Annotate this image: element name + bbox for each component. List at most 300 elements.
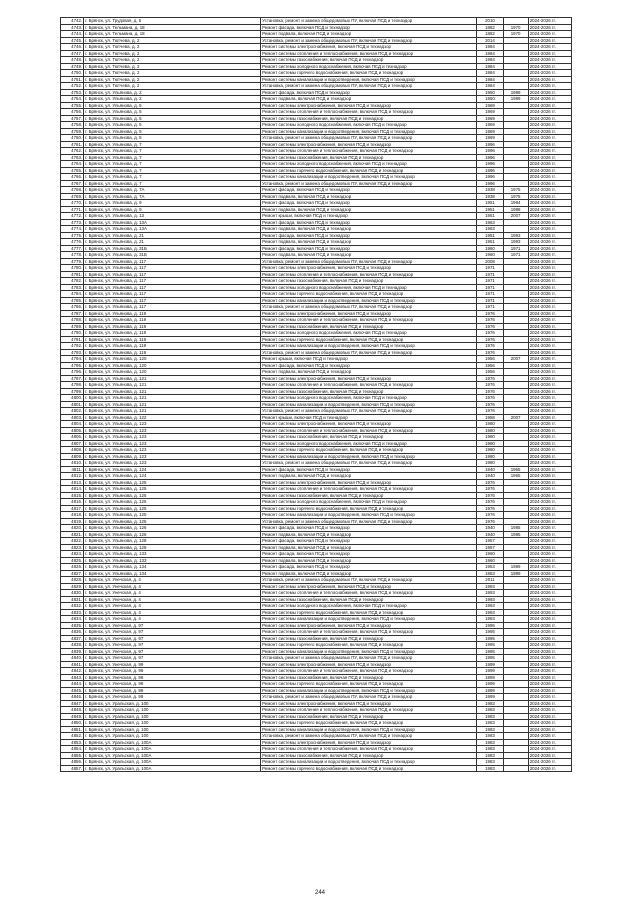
planned-period-cell: 2024-2026 гг. xyxy=(528,154,571,161)
work-type-cell: Ремонт системы электроснабжения, включая ПСД и технадзор xyxy=(261,141,477,148)
table-row xyxy=(61,252,572,259)
row-number: 4806. xyxy=(61,434,84,441)
planned-period-cell: 2024-2026 гг. xyxy=(528,239,571,246)
work-type-cell: Ремонт системы отопления и теплоснабжения, включая ПСД и технадзор xyxy=(261,427,477,434)
table-row xyxy=(61,642,572,649)
planned-period-cell: 2024-2026 гг. xyxy=(528,713,571,720)
work-type-cell: Ремонт системы газоснабжения, включая ПСД и технадзор xyxy=(261,635,477,642)
planned-period-cell: 2024-2026 гг. xyxy=(528,96,571,103)
planned-period-cell: 2024-2026 гг. xyxy=(528,102,571,109)
year-built-cell: 1984 xyxy=(477,76,503,83)
address-cell: г. Брянск, ул. Ульянова, д. 125 xyxy=(84,479,261,486)
row-number: 4813. xyxy=(61,479,84,486)
year-built-cell: 1999 xyxy=(477,668,503,675)
table-row xyxy=(61,356,572,363)
planned-period-cell: 2024-2026 гг. xyxy=(528,661,571,668)
planned-period-cell: 2024-2026 гг. xyxy=(528,642,571,649)
work-type-cell: Ремонт системы электроснабжения, включая ПСД и технадзор xyxy=(261,479,477,486)
address-cell: г. Брянск, ул. Тютчева, д. 2 xyxy=(84,50,261,57)
row-number: 4851. xyxy=(61,726,84,733)
year-built-cell: 1976 xyxy=(477,388,503,395)
year-built-cell: 1938 xyxy=(477,187,503,194)
row-number: 4854. xyxy=(61,746,84,753)
table-row xyxy=(61,148,572,155)
table-row xyxy=(61,694,572,701)
row-number: 4833. xyxy=(61,609,84,616)
row-number: 4744. xyxy=(61,31,84,38)
row-number: 4783. xyxy=(61,284,84,291)
address-cell: г. Брянск, ул. Ульянова, д. 126 xyxy=(84,525,261,532)
work-type-cell: Ремонт системы отопления и теплоснабжения, включая ПСД и технадзор xyxy=(261,629,477,636)
planned-period-cell: 2024-2026 гг. xyxy=(528,115,571,122)
planned-period-cell: 2024-2026 гг. xyxy=(528,538,571,545)
year-built-cell: 1976 xyxy=(477,323,503,330)
address-cell: г. Брянск, ул. Ульянова, д. 7 xyxy=(84,167,261,174)
table-row xyxy=(61,466,572,473)
table-row xyxy=(61,720,572,727)
planned-period-cell: 2024-2026 гг. xyxy=(528,635,571,642)
work-type-cell: Ремонт системы газоснабжения, включая ПСД и технадзор xyxy=(261,752,477,759)
row-number: 4836. xyxy=(61,629,84,636)
table-row xyxy=(61,226,572,233)
address-cell: г. Брянск, ул. Тельмана, д. 18 xyxy=(84,31,261,38)
row-number: 4755. xyxy=(61,102,84,109)
year-built-cell: 1940 xyxy=(477,473,503,480)
address-cell: г. Брянск, ул. Ульянова, д. 5 xyxy=(84,109,261,116)
row-number: 4830. xyxy=(61,590,84,597)
work-type-cell: Ремонт системы газоснабжения, включая ПСД и технадзор xyxy=(261,278,477,285)
year-repaired-cell: 1985 xyxy=(503,531,528,538)
address-cell: г. Брянск, ул. Ульянова, д. 128 xyxy=(84,544,261,551)
address-cell: г. Брянск, ул. Уральская, д. 100 xyxy=(84,707,261,714)
address-cell: г. Брянск, ул. Ульянова, д. 7А xyxy=(84,187,261,194)
address-cell: г. Брянск, ул. Ульянова, д. 119 xyxy=(84,310,261,317)
address-cell: г. Брянск, ул. Унечская, д. 99 xyxy=(84,661,261,668)
address-cell: г. Брянск, ул. Ульянова, д. 119 xyxy=(84,336,261,343)
address-cell: г. Брянск, ул. Унечская, д. 97 xyxy=(84,648,261,655)
year-built-cell: 1980 xyxy=(477,460,503,467)
table-row xyxy=(61,109,572,116)
row-number: 4802. xyxy=(61,408,84,415)
year-built-cell: 1976 xyxy=(477,382,503,389)
row-number: 4745. xyxy=(61,37,84,44)
planned-period-cell: 2024-2026 гг. xyxy=(528,265,571,272)
table-row xyxy=(61,193,572,200)
work-type-cell: Ремонт подвала, включая ПСД и технадзор xyxy=(261,206,477,213)
row-number: 4817. xyxy=(61,505,84,512)
work-type-cell: Ремонт системы холодного водоснабжения, включая ПСД и технадзор xyxy=(261,63,477,70)
table-row xyxy=(61,206,572,213)
address-cell: г. Брянск, ул. Ульянова, д. 134 xyxy=(84,564,261,571)
planned-period-cell: 2024-2026 гг. xyxy=(528,291,571,298)
row-number: 4761. xyxy=(61,141,84,148)
work-type-cell: Ремонт системы горячего водоснабжения, включая ПСД и технадзор xyxy=(261,167,477,174)
planned-period-cell: 2024-2026 гг. xyxy=(528,694,571,701)
work-type-cell: Ремонт системы газоснабжения, включая ПСД и технадзор xyxy=(261,154,477,161)
table-row xyxy=(61,245,572,252)
address-cell: г. Брянск, ул. Унечская, д. 99 xyxy=(84,694,261,701)
year-repaired-cell: 1989 xyxy=(503,89,528,96)
work-type-cell: Ремонт системы отопления и теплоснабжения, включая ПСД и технадзор xyxy=(261,148,477,155)
row-number: 4855. xyxy=(61,752,84,759)
planned-period-cell: 2024-2026 гг. xyxy=(528,557,571,564)
table-row xyxy=(61,739,572,746)
planned-period-cell: 2024-2026 гг. xyxy=(528,297,571,304)
year-built-cell: 1999 xyxy=(477,661,503,668)
row-number: 4758. xyxy=(61,122,84,129)
planned-period-cell: 2024-2026 гг. xyxy=(528,37,571,44)
row-number: 4770. xyxy=(61,200,84,207)
address-cell: г. Брянск, ул. Ульянова, д. 119 xyxy=(84,349,261,356)
table-row xyxy=(61,161,572,168)
year-built-cell: 1957 xyxy=(477,544,503,551)
work-type-cell: Установка, ремонт и замена общедомовых ПУ, включая ПСД и технадзор xyxy=(261,733,477,740)
year-built-cell: 1995 xyxy=(477,635,503,642)
work-type-cell: Ремонт системы холодного водоснабжения, включая ПСД и технадзор xyxy=(261,395,477,402)
work-type-cell: Установка, ремонт и замена общедомовых ПУ, включая ПСД и технадзор xyxy=(261,258,477,265)
row-number: 4804. xyxy=(61,421,84,428)
planned-period-cell: 2024-2026 гг. xyxy=(528,50,571,57)
row-number: 4827. xyxy=(61,570,84,577)
row-number: 4789. xyxy=(61,323,84,330)
work-type-cell: Ремонт подвала, включая ПСД и технадзор xyxy=(261,239,477,246)
year-built-cell: 1993 xyxy=(477,596,503,603)
year-built-cell: 1963 xyxy=(477,226,503,233)
planned-period-cell: 2024-2026 гг. xyxy=(528,343,571,350)
year-built-cell: 1976 xyxy=(477,518,503,525)
table-row xyxy=(61,687,572,694)
row-number: 4807. xyxy=(61,440,84,447)
address-cell: г. Брянск, ул. Ульянова, д. 121 xyxy=(84,388,261,395)
table-row xyxy=(61,518,572,525)
table-row xyxy=(61,265,572,272)
table-row xyxy=(61,135,572,142)
planned-period-cell: 2024-2026 гг. xyxy=(528,479,571,486)
planned-period-cell: 2024-2026 гг. xyxy=(528,570,571,577)
work-type-cell: Установка, ремонт и замена общедомовых ПУ, включая ПСД и технадзор xyxy=(261,83,477,90)
row-number: 4843. xyxy=(61,674,84,681)
year-built-cell: 1983 xyxy=(477,713,503,720)
table-row xyxy=(61,304,572,311)
table-row xyxy=(61,700,572,707)
year-built-cell: 1971 xyxy=(477,297,503,304)
address-cell: г. Брянск, ул. Ульянова, д. 117 xyxy=(84,265,261,272)
planned-period-cell: 2024-2026 гг. xyxy=(528,668,571,675)
row-number: 4778. xyxy=(61,252,84,259)
document-sheet xyxy=(60,17,572,772)
address-cell: г. Брянск, ул. Уральская, д. 100 xyxy=(84,713,261,720)
table-row xyxy=(61,713,572,720)
address-cell: г. Брянск, ул. Ульянова, д. 121 xyxy=(84,395,261,402)
planned-period-cell: 2024-2026 гг. xyxy=(528,583,571,590)
table-row xyxy=(61,551,572,558)
address-cell: г. Брянск, ул. Ульянова, д. 7 xyxy=(84,154,261,161)
address-cell: г. Брянск, ул. Унечская, д. 97 xyxy=(84,655,261,662)
planned-period-cell: 2024-2026 гг. xyxy=(528,323,571,330)
year-built-cell: 1984 xyxy=(477,63,503,70)
row-number: 4834. xyxy=(61,616,84,623)
year-built-cell: 1983 xyxy=(477,707,503,714)
table-row xyxy=(61,349,572,356)
work-type-cell: Ремонт системы холодного водоснабжения, включая ПСД и технадзор xyxy=(261,122,477,129)
address-cell: г. Брянск, ул. Ульянова, д. 120 xyxy=(84,369,261,376)
year-repaired-cell: 1989 xyxy=(503,564,528,571)
planned-period-cell: 2024-2026 гг. xyxy=(528,577,571,584)
row-number: 4762. xyxy=(61,148,84,155)
planned-period-cell: 2024-2026 гг. xyxy=(528,759,571,766)
address-cell: г. Брянск, ул. Ульянова, д. 125 xyxy=(84,518,261,525)
work-type-cell: Ремонт системы канализации и водоотведения, включая ПСД и технадзор xyxy=(261,453,477,460)
table-row xyxy=(61,408,572,415)
planned-period-cell: 2024-2026 гг. xyxy=(528,180,571,187)
row-number: 4782. xyxy=(61,278,84,285)
year-repaired-cell: 1985 xyxy=(503,525,528,532)
planned-period-cell: 2024-2026 гг. xyxy=(528,70,571,77)
year-repaired-cell: 2007 xyxy=(503,414,528,421)
row-number: 4808. xyxy=(61,447,84,454)
year-built-cell: 1960 xyxy=(477,551,503,558)
row-number: 4779. xyxy=(61,258,84,265)
year-built-cell: 1976 xyxy=(477,486,503,493)
year-repaired-cell: 1988 xyxy=(503,206,528,213)
address-cell: г. Брянск, ул. Ульянова, д. 125 xyxy=(84,505,261,512)
row-number: 4831. xyxy=(61,596,84,603)
year-built-cell: 1958 xyxy=(477,414,503,421)
work-type-cell: Ремонт системы электроснабжения, включая ПСД и технадзор xyxy=(261,739,477,746)
planned-period-cell: 2024-2026 гг. xyxy=(528,135,571,142)
planned-period-cell: 2024-2026 гг. xyxy=(528,544,571,551)
year-repaired-cell: 1993 xyxy=(503,232,528,239)
planned-period-cell: 2024-2026 гг. xyxy=(528,245,571,252)
table-row xyxy=(61,759,572,766)
planned-period-cell: 2024-2026 гг. xyxy=(528,304,571,311)
work-type-cell: Ремонт системы электроснабжения, включая ПСД и технадзор xyxy=(261,102,477,109)
row-number: 4776. xyxy=(61,239,84,246)
year-built-cell: 1971 xyxy=(477,278,503,285)
work-type-cell: Ремонт подвала, включая ПСД и технадзор xyxy=(261,570,477,577)
address-cell: г. Брянск, ул. Ульянова, д. 2 xyxy=(84,96,261,103)
planned-period-cell: 2024-2026 гг. xyxy=(528,388,571,395)
work-type-cell: Ремонт фасада, включая ПСД и технадзор xyxy=(261,525,477,532)
address-cell: г. Брянск, ул. Ульянова, д. 126 xyxy=(84,531,261,538)
year-repaired-cell: 1989 xyxy=(503,570,528,577)
year-built-cell: 1976 xyxy=(477,512,503,519)
work-type-cell: Ремонт системы горячего водоснабжения, включая ПСД и технадзор xyxy=(261,765,477,772)
year-built-cell: 1980 xyxy=(477,447,503,454)
year-repaired-cell xyxy=(503,765,528,772)
address-cell: г. Брянск, ул. Ульянова, д. 123 xyxy=(84,453,261,460)
planned-period-cell: 2024-2026 гг. xyxy=(528,512,571,519)
work-type-cell: Ремонт системы горячего водоснабжения, включая ПСД и технадзор xyxy=(261,642,477,649)
row-number: 4818. xyxy=(61,512,84,519)
address-cell: г. Брянск, ул. Ульянова, д. 133 xyxy=(84,551,261,558)
row-number: 4824. xyxy=(61,551,84,558)
table-row xyxy=(61,674,572,681)
table-row xyxy=(61,57,572,64)
work-type-cell: Ремонт системы электроснабжения, включая ПСД и технадзор xyxy=(261,661,477,668)
year-built-cell: 2010 xyxy=(477,18,503,25)
table-row xyxy=(61,24,572,31)
planned-period-cell: 2024-2026 гг. xyxy=(528,278,571,285)
work-type-cell: Ремонт системы газоснабжения, включая ПСД и технадзор xyxy=(261,115,477,122)
address-cell: г. Брянск, ул. Унечская, д. 99 xyxy=(84,681,261,688)
planned-period-cell: 2024-2026 гг. xyxy=(528,687,571,694)
table-row xyxy=(61,180,572,187)
table-row xyxy=(61,460,572,467)
row-number: 4767. xyxy=(61,180,84,187)
work-type-cell: Установка, ремонт и замена общедомовых ПУ, включая ПСД и технадзор xyxy=(261,577,477,584)
address-cell: г. Брянск, ул. Ульянова, д. 123 xyxy=(84,447,261,454)
work-type-cell: Ремонт системы канализации и водоотведения, включая ПСД и технадзор xyxy=(261,512,477,519)
year-built-cell: 1960 xyxy=(477,245,503,252)
work-type-cell: Ремонт крыши, включая ПСД и технадзор xyxy=(261,414,477,421)
address-cell: г. Брянск, ул. Ульянова, д. 125 xyxy=(84,486,261,493)
table-row xyxy=(61,284,572,291)
row-number: 4822. xyxy=(61,538,84,545)
address-cell: г. Брянск, ул. Ульянова, д. 117 xyxy=(84,278,261,285)
year-built-cell: 1953 xyxy=(477,570,503,577)
row-number: 4769. xyxy=(61,193,84,200)
planned-period-cell: 2024-2026 гг. xyxy=(528,505,571,512)
year-built-cell: 1983 xyxy=(477,700,503,707)
address-cell: г. Брянск, ул. Ульянова, д. 7 xyxy=(84,180,261,187)
year-built-cell: 1951 xyxy=(477,213,503,220)
address-cell: г. Брянск, ул. Ульянова, д. 21 xyxy=(84,232,261,239)
year-built-cell: 1993 xyxy=(477,590,503,597)
table-row xyxy=(61,375,572,382)
work-type-cell: Ремонт системы канализации и водоотведения, включая ПСД и технадзор xyxy=(261,174,477,181)
table-row xyxy=(61,596,572,603)
year-built-cell: 1984 xyxy=(477,57,503,64)
year-built-cell: 1980 xyxy=(477,434,503,441)
work-type-cell: Ремонт подвала, включая ПСД и технадзор xyxy=(261,252,477,259)
table-row xyxy=(61,765,572,772)
planned-period-cell: 2024-2026 гг. xyxy=(528,382,571,389)
work-type-cell: Установка, ремонт и замена общедомовых ПУ, включая ПСД и технадзор xyxy=(261,460,477,467)
table-row xyxy=(61,499,572,506)
table-row xyxy=(61,297,572,304)
year-built-cell: 1983 xyxy=(477,752,503,759)
year-built-cell: 1951 xyxy=(477,200,503,207)
row-number: 4838. xyxy=(61,642,84,649)
table-row xyxy=(61,648,572,655)
row-number: 4832. xyxy=(61,603,84,610)
work-type-cell: Ремонт системы канализации и водоотведения, включая ПСД и технадзор xyxy=(261,759,477,766)
planned-period-cell: 2024-2026 гг. xyxy=(528,330,571,337)
work-type-cell: Ремонт фасада, включая ПСД и технадзор xyxy=(261,362,477,369)
table-row xyxy=(61,616,572,623)
row-number: 4840. xyxy=(61,655,84,662)
planned-period-cell: 2024-2026 гг. xyxy=(528,531,571,538)
table-row xyxy=(61,219,572,226)
row-number: 4772. xyxy=(61,213,84,220)
year-built-cell: 1984 xyxy=(477,44,503,51)
table-row xyxy=(61,44,572,51)
work-type-cell: Установка, ремонт и замена общедомовых ПУ, включая ПСД и технадзор xyxy=(261,655,477,662)
row-number: 4828. xyxy=(61,577,84,584)
planned-period-cell: 2024-2026 гг. xyxy=(528,427,571,434)
row-number: 4819. xyxy=(61,518,84,525)
work-type-cell: Ремонт системы газоснабжения, включая ПСД и технадзор xyxy=(261,434,477,441)
planned-period-cell: 2024-2026 гг. xyxy=(528,466,571,473)
row-number: 4768. xyxy=(61,187,84,194)
table-row xyxy=(61,661,572,668)
address-cell: г. Брянск, ул. Ульянова, д. 123 xyxy=(84,421,261,428)
row-number: 4803. xyxy=(61,414,84,421)
planned-period-cell: 2024-2026 гг. xyxy=(528,317,571,324)
planned-period-cell: 2024-2026 гг. xyxy=(528,232,571,239)
work-type-cell: Ремонт системы канализации и водоотведения, включая ПСД и технадзор xyxy=(261,297,477,304)
year-built-cell: 1983 xyxy=(477,720,503,727)
address-cell: г. Брянск, ул. Унечская, д. 4 xyxy=(84,609,261,616)
year-built-cell: 1971 xyxy=(477,271,503,278)
address-cell: г. Брянск, ул. Уральская, д. 100А xyxy=(84,739,261,746)
row-number: 4844. xyxy=(61,681,84,688)
year-built-cell: 1983 xyxy=(477,726,503,733)
table-row xyxy=(61,707,572,714)
year-built-cell: 1983 xyxy=(477,733,503,740)
year-repaired-cell: 1971 xyxy=(503,245,528,252)
address-cell: г. Брянск, ул. Уральская, д. 100А xyxy=(84,752,261,759)
row-number: 4839. xyxy=(61,648,84,655)
planned-period-cell: 2024-2026 гг. xyxy=(528,89,571,96)
planned-period-cell: 2024-2026 гг. xyxy=(528,200,571,207)
planned-period-cell: 2024-2026 гг. xyxy=(528,616,571,623)
planned-period-cell: 2024-2026 гг. xyxy=(528,590,571,597)
table-row xyxy=(61,239,572,246)
row-number: 4845. xyxy=(61,687,84,694)
row-number: 4751. xyxy=(61,76,84,83)
address-cell: г. Брянск, ул. Ульянова, д. 117 xyxy=(84,297,261,304)
work-type-cell: Ремонт системы канализации и водоотведения, включая ПСД и технадзор xyxy=(261,128,477,135)
year-built-cell: 1969 xyxy=(477,135,503,142)
address-cell: г. Брянск, ул. Уральская, д. 100 xyxy=(84,720,261,727)
planned-period-cell: 2024-2026 гг. xyxy=(528,440,571,447)
table-row xyxy=(61,590,572,597)
address-cell: г. Брянск, ул. Ульянова, д. 123 xyxy=(84,440,261,447)
year-built-cell: 1976 xyxy=(477,499,503,506)
year-repaired-cell: 1994 xyxy=(503,200,528,207)
work-type-cell: Ремонт системы электроснабжения, включая ПСД и технадзор xyxy=(261,700,477,707)
year-built-cell: 1993 xyxy=(477,616,503,623)
address-cell: г. Брянск, ул. Ульянова, д. 120 xyxy=(84,362,261,369)
year-built-cell: 1969 xyxy=(477,115,503,122)
planned-period-cell: 2024-2026 гг. xyxy=(528,622,571,629)
planned-period-cell: 2024-2026 гг. xyxy=(528,518,571,525)
year-built-cell: 1976 xyxy=(477,375,503,382)
work-type-cell: Ремонт системы электроснабжения, включая ПСД и технадзор xyxy=(261,375,477,382)
table-row xyxy=(61,421,572,428)
table-row xyxy=(61,570,572,577)
row-number: 4842. xyxy=(61,668,84,675)
row-number: 4785. xyxy=(61,297,84,304)
work-type-cell: Ремонт подвала, включая ПСД и технадзор xyxy=(261,31,477,38)
year-built-cell: 1993 xyxy=(477,583,503,590)
row-number: 4799. xyxy=(61,388,84,395)
row-number: 4766. xyxy=(61,174,84,181)
table-row xyxy=(61,187,572,194)
row-number: 4846. xyxy=(61,694,84,701)
planned-period-cell: 2024-2026 гг. xyxy=(528,148,571,155)
row-number: 4757. xyxy=(61,115,84,122)
table-row xyxy=(61,115,572,122)
year-built-cell: 1971 xyxy=(477,291,503,298)
address-cell: г. Брянск, ул. Ульянова, д. 5 xyxy=(84,102,261,109)
address-cell: г. Брянск, ул. Ульянова, д. 121 xyxy=(84,401,261,408)
year-built-cell: 1953 xyxy=(477,564,503,571)
address-cell: г. Брянск, ул. Ульянова, д. 123 xyxy=(84,427,261,434)
planned-period-cell: 2024-2026 гг. xyxy=(528,213,571,220)
